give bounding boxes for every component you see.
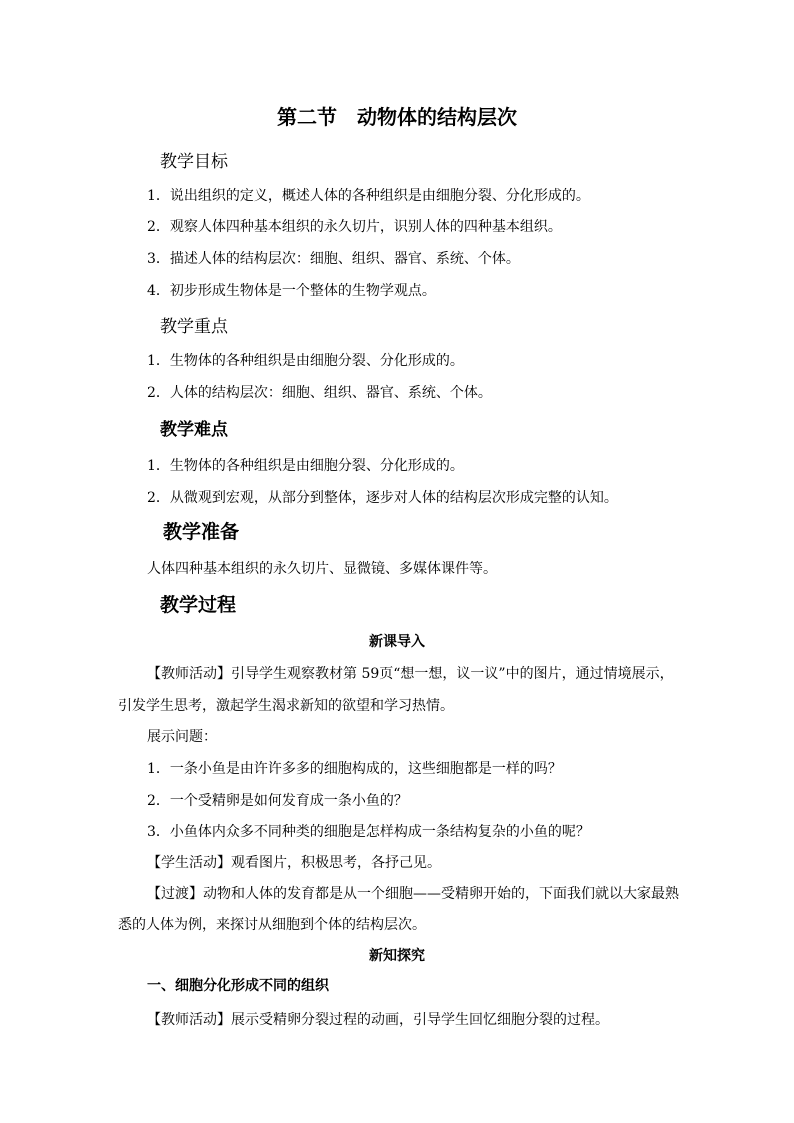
goals-heading: 教学目标 (160, 152, 228, 172)
difficulties-heading: 教学难点 (160, 420, 228, 440)
questions-label: 展示问题： (147, 729, 217, 745)
question-item: 1．一条小鱼是由许许多多的细胞构成的，这些细胞都是一样的吗？ (147, 761, 562, 777)
key-points-heading: 教学重点 (160, 317, 228, 337)
transition-line: 【过渡】动物和人体的发育都是从一个细胞——受精卵开始的，下面我们就以大家最熟 (147, 886, 679, 902)
student-activity: 【学生活动】观看图片，积极思考，各抒己见。 (147, 855, 441, 871)
question-item: 3．小鱼体内众多不同种类的细胞是怎样构成一条结构复杂的小鱼的呢？ (147, 824, 590, 840)
goal-item: 2．观察人体四种基本组织的永久切片，识别人体的四种基本组织。 (147, 219, 562, 235)
goal-item: 3．描述人体的结构层次：细胞、组织、器官、系统、个体。 (147, 251, 520, 267)
preparation-text: 人体四种基本组织的永久切片、显微镜、多媒体课件等。 (147, 561, 497, 577)
teacher-activity-line: 【教师活动】展示受精卵分裂过程的动画，引导学生回忆细胞分裂的过程。 (147, 1012, 609, 1028)
difficulty-item: 2．从微观到宏观，从部分到整体，逐步对人体的结构层次形成完整的认知。 (147, 490, 618, 506)
explore-title: 新知探究 (369, 948, 425, 964)
question-item: 2．一个受精卵是如何发育成一条小鱼的？ (147, 793, 408, 809)
goal-item: 1．说出组织的定义，概述人体的各种组织是由细胞分裂、分化形成的。 (147, 188, 590, 204)
goal-item: 4．初步形成生物体是一个整体的生物学观点。 (147, 283, 436, 299)
teacher-activity-line: 引发学生思考，激起学生渴求新知的欲望和学习热情。 (118, 698, 454, 714)
transition-line: 悉的人体为例，来探讨从细胞到个体的结构层次。 (118, 917, 426, 933)
teacher-activity-line: 【教师活动】引导学生观察教材第 59页“想一想，议一议”中的图片，通过情境展示， (147, 666, 674, 682)
section-one-heading: 一、细胞分化形成不同的组织 (147, 978, 329, 994)
key-point-item: 1．生物体的各种组织是由细胞分裂、分化形成的。 (147, 353, 464, 369)
intro-title: 新课导入 (369, 634, 425, 650)
difficulty-item: 1．生物体的各种组织是由细胞分裂、分化形成的。 (147, 458, 464, 474)
document-title: 第二节 动物体的结构层次 (277, 105, 517, 129)
key-point-item: 2．人体的结构层次：细胞、组织、器官、系统、个体。 (147, 385, 492, 401)
process-heading: 教学过程 (160, 594, 237, 616)
preparation-heading: 教学准备 (163, 521, 240, 543)
